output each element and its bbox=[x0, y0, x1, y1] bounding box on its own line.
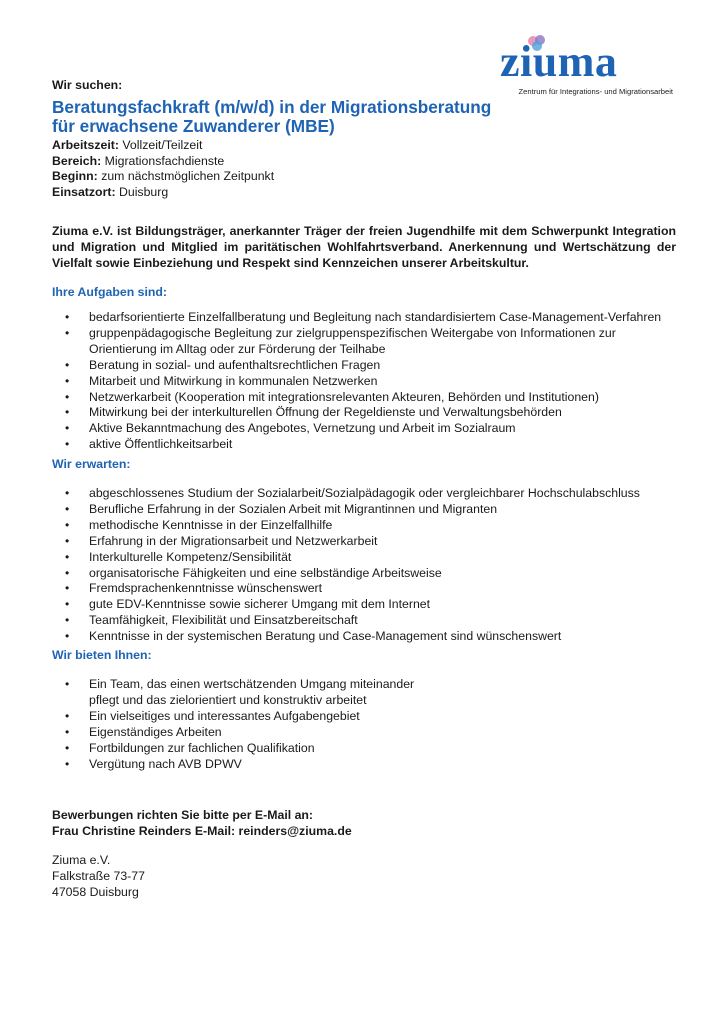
tasks-list bbox=[52, 310, 676, 453]
application-line-2: Frau Christine Reinders E-Mail: reinders@ziuma.de bbox=[52, 823, 352, 838]
detail-start bbox=[52, 169, 274, 185]
application-line-1: Bewerbungen richten Sie bitte per E-Mail an: bbox=[52, 808, 314, 822]
ziuma-logo bbox=[498, 32, 678, 102]
list-item: • Kenntnisse in der systemischen Beratung und Case-Management sind wünschenswert bbox=[52, 629, 676, 645]
application-info bbox=[52, 808, 352, 839]
detail-area bbox=[52, 154, 274, 170]
list-item: • Beratung in sozial- und aufenthaltsrechtlichen Fragen bbox=[52, 358, 676, 374]
logo-wordmark: ziuma bbox=[500, 37, 618, 86]
detail-value: Vollzeit/Teilzeit bbox=[122, 138, 203, 152]
detail-label: Beginn: bbox=[52, 169, 98, 184]
list-item: • Erfahrung in der Migrationsarbeit und Netzwerkarbeit bbox=[52, 534, 676, 550]
tasks-heading: Ihre Aufgaben sind: bbox=[52, 285, 168, 299]
address-street: Falkstraße 73-77 bbox=[52, 869, 145, 883]
detail-label: Bereich: bbox=[52, 153, 102, 168]
list-item: • methodische Kenntnisse in der Einzelfallhilfe bbox=[52, 518, 676, 534]
list-item: • gruppenpädagogische Begleitung zur zielgruppenspezifischen Weitergabe von Informationen zur Orientierung im Alltag oder zur Förderung der Teilhabe bbox=[52, 326, 676, 358]
job-details bbox=[52, 138, 274, 200]
detail-value: zum nächstmöglichen Zeitpunkt bbox=[101, 169, 275, 184]
list-item: • Fortbildungen zur fachlichen Qualifikation bbox=[52, 741, 676, 757]
list-item: • Mitarbeit und Mitwirkung in kommunalen Netzwerken bbox=[52, 374, 676, 390]
postal-address bbox=[52, 852, 145, 900]
list-item: • Berufliche Erfahrung in der Sozialen Arbeit mit Migrantinnen und Migranten bbox=[52, 502, 676, 518]
list-item: • Fremdsprachenkenntnisse wünschenswert bbox=[52, 581, 676, 597]
list-item: • organisatorische Fähigkeiten und eine selbständige Arbeitsweise bbox=[52, 566, 676, 582]
list-item: • Ein vielseitiges und interessantes Aufgabengebiet bbox=[52, 709, 676, 725]
detail-label: Arbeitszeit: bbox=[52, 138, 119, 152]
intro-paragraph: Ziuma e.V. ist Bildungsträger, anerkannter Träger der freien Jugendhilfe mit dem Schwerpunkt Integration und Migration und Mitglied im paritätischen Wohlfahrtsverband. Anerkennung und Wertschätzung der Vielfalt sowie Einbeziehung und Respekt sind Kennzeichen unserer Arbeitskultur. bbox=[52, 224, 676, 270]
detail-location bbox=[52, 185, 274, 201]
list-item: • bedarfsorientierte Einzelfallberatung und Begleitung nach standardisiertem Case-Management-Verfahren bbox=[52, 310, 676, 326]
job-title-line-1: Beratungsfachkraft (m/w/d) in der Migrationsberatung bbox=[52, 97, 492, 117]
list-item: • Vergütung nach AVB DPWV bbox=[52, 757, 676, 773]
offers-list bbox=[52, 677, 676, 772]
list-item: • Netzwerkarbeit (Kooperation mit integrationsrelevanten Akteuren, Behörden und Institutionen) bbox=[52, 390, 676, 406]
list-item: • aktive Öffentlichkeitsarbeit bbox=[52, 437, 676, 453]
list-item: • gute EDV-Kenntnisse sowie sicherer Umgang mit dem Internet bbox=[52, 597, 676, 613]
logo-subtitle: Zentrum für Integrations- und Migrationsarbeit bbox=[518, 87, 673, 96]
list-item-text: Ein Team, das einen wertschätzenden Umgang miteinander bbox=[89, 677, 415, 691]
list-item: • Interkulturelle Kompetenz/Sensibilität bbox=[52, 550, 676, 566]
list-item: • Teamfähigkeit, Flexibilität und Einsatzbereitschaft bbox=[52, 613, 676, 629]
job-title bbox=[52, 98, 612, 136]
list-item: • Mitwirkung bei der interkulturellen Öffnung der Regeldienste und Verwaltungsbehörden bbox=[52, 405, 676, 421]
list-item: • Eigenständiges Arbeiten bbox=[52, 725, 676, 741]
expectations-heading: Wir erwarten: bbox=[52, 457, 131, 471]
address-org: Ziuma e.V. bbox=[52, 853, 111, 867]
job-title-line-2: für erwachsene Zuwanderer (MBE) bbox=[52, 116, 335, 136]
detail-value: Migrationsfachdienste bbox=[104, 153, 225, 168]
list-item: • Aktive Bekanntmachung des Angebotes, Vernetzung und Arbeit im Sozialraum bbox=[52, 421, 676, 437]
offers-heading: Wir bieten Ihnen: bbox=[52, 648, 152, 662]
list-item bbox=[52, 677, 676, 709]
expectations-list bbox=[52, 486, 676, 645]
detail-value: Duisburg bbox=[118, 184, 169, 199]
seeking-label: Wir suchen: bbox=[52, 78, 123, 92]
list-item-text-continued: pflegt und das zielorientiert und konstruktiv arbeitet bbox=[89, 692, 367, 707]
detail-working-time bbox=[52, 138, 274, 154]
list-item: • abgeschlossenes Studium der Sozialarbeit/Sozialpädagogik oder vergleichbarer Hochschulabschluss bbox=[52, 486, 676, 502]
detail-label: Einsatzort: bbox=[52, 184, 116, 199]
address-city: 47058 Duisburg bbox=[52, 885, 139, 899]
